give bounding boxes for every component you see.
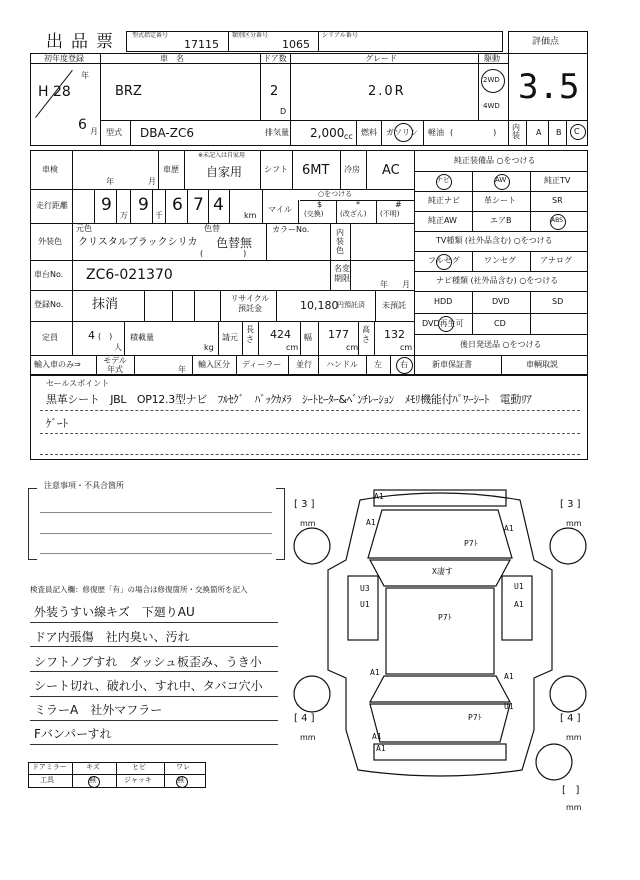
orig-color-label: 元色 (76, 224, 92, 233)
tv-oneseg: ワンセグ (484, 256, 516, 265)
sales-line-2: ｹﾞｰﾄ (46, 417, 68, 430)
tread-rear-right-unit: mm (566, 733, 582, 742)
legend-jack: ジャッキ (124, 776, 152, 784)
legend-header-4: ワレ (176, 763, 190, 771)
color-change-label: 色替 (204, 224, 220, 233)
fuel: ガソリン (386, 128, 418, 137)
drive-2wd: 2WD (483, 76, 500, 84)
wheel-front-right (550, 528, 586, 564)
height-unit: cm (400, 343, 413, 352)
oil-bracket: ( ) (450, 128, 497, 137)
car-name-label: 車 名 (160, 54, 184, 63)
tread-front-right: [ 3 ] (560, 499, 581, 510)
note-line-5: ミラーA 社外マフラー (34, 703, 163, 717)
color-paren: ( ) (200, 249, 247, 258)
interior-grade-a: A (536, 128, 542, 137)
capacity: 4 (88, 329, 95, 342)
hood (368, 510, 512, 558)
interior-grade-c: C (574, 127, 580, 136)
equip-aw: AW (495, 176, 507, 184)
legend-tools: 工具 (40, 776, 54, 784)
capacity-label: 定員 (42, 333, 58, 342)
mileage-digit-5: 4 (213, 195, 224, 215)
mileage-digit-3: 6 (172, 195, 183, 215)
orig-color: クリスタルブラックシリカ (78, 237, 198, 248)
grade: 2.0R (368, 84, 406, 99)
mark-hood: P7ﾄ (464, 539, 478, 548)
rear-bumper (374, 744, 506, 760)
interior-color-label: 内装色 (336, 228, 344, 255)
ac-label: 冷房 (344, 165, 360, 174)
mark-fender-right: A1 (504, 524, 514, 533)
model-year-unit: 年 (178, 365, 186, 374)
mileage-man-unit: 万 (120, 211, 128, 220)
tread-spare: [ ] (562, 785, 580, 796)
tread-front-right-unit: mm (566, 519, 582, 528)
sales-label: セールスポイント (46, 379, 110, 388)
length: 424 (270, 328, 291, 341)
navi-hdd: HDD (434, 297, 453, 306)
tread-rear-left-unit: mm (300, 733, 316, 742)
unknown-mark: # (395, 200, 402, 209)
meigi-label: 名変期限 (334, 264, 350, 283)
sales-line-1: 黒革シート JBL OP12.3型ナビ ﾌﾙｾｸﾞ ﾊﾞｯｸｶﾒﾗ ｼｰﾄﾋｰﾀｰ&ﾍﾞﾝﾁﾚｰｼｮﾝ ﾒﾓﾘ機能付ﾊﾟﾜｰｼｰﾄ 電動ﾘｱ (46, 393, 532, 406)
cat-no-label: 類別区分番号 (232, 32, 269, 39)
wheel-rear-right (550, 676, 586, 712)
chassis-label: 車台No. (34, 270, 64, 279)
equip-genuine-navi: 純正ナビ (428, 196, 460, 205)
cc-unit: cc (344, 132, 353, 141)
dealer: ディーラー (242, 360, 282, 369)
drive-4wd: 4WD (483, 102, 500, 110)
import-cat-label: 輸入区分 (198, 360, 230, 369)
reg: 抹消 (92, 297, 119, 312)
width-unit: cm (346, 343, 359, 352)
door-type: D (280, 107, 287, 116)
note-line-1: 外装うすい線キズ 下廻りAU (34, 605, 195, 619)
handle-right: 右 (400, 360, 408, 369)
mark-left-door-2: U1 (360, 600, 370, 609)
navi-title: ナビ種類 (社外品含む) ○をつける (436, 276, 559, 285)
equip-airbag: エアB (490, 216, 512, 225)
history: 自家用 (206, 165, 243, 179)
score-label: 評価点 (532, 37, 560, 47)
legend-jack-value: 無 (177, 776, 184, 784)
oil-label: 軽油 (428, 128, 444, 137)
note-line-6: Fバンパーすれ (34, 727, 112, 741)
equip-navi: ナビ (436, 176, 450, 184)
handle-left: 左 (374, 360, 382, 369)
inspector-label: 検査員記入欄：修復歴「有」の場合は修復箇所・交換箇所を記入 (30, 585, 248, 594)
tread-front-left: [ 3 ] (294, 499, 315, 510)
tread-rear-left: [ 4 ] (294, 713, 315, 724)
model-label: 型式 (106, 128, 122, 137)
equip-tv: 純正TV (544, 176, 571, 185)
meigi-year-unit: 年 (380, 280, 388, 289)
mileage-km-unit: km (244, 211, 257, 220)
recycle-status: 預託済 (344, 301, 365, 309)
reg-label: 登録No. (34, 300, 64, 309)
sales-point-box (30, 375, 588, 460)
shaken-label: 車検 (42, 165, 58, 174)
meigi-month-unit: 月 (402, 280, 410, 289)
equipment-title: 純正装備品 ○をつける (454, 156, 536, 165)
mark-roof: P7ﾄ (438, 613, 452, 622)
car-name: BRZ (115, 84, 142, 99)
doors-label: ドア数 (263, 54, 287, 63)
length-unit: cm (286, 343, 299, 352)
note-line-4: シート切れ、破れ小、すれ中、タバコ穴小 (34, 679, 263, 693)
navi-cd: CD (494, 319, 506, 328)
first-reg-year: H 28 (38, 84, 71, 100)
cat-no: 1065 (282, 38, 310, 51)
shift: 6MT (302, 163, 330, 178)
equip-genuine-aw: 純正AW (428, 216, 457, 225)
height: 132 (384, 328, 405, 341)
unknown-label: (不明) (380, 210, 400, 218)
drive-label: 駆動 (484, 54, 500, 63)
legend-header-2: キズ (86, 763, 100, 771)
chassis: ZC6-021370 (86, 267, 173, 283)
mileage-sen-unit: 千 (155, 211, 163, 220)
mark-rear-left: A1 (370, 668, 380, 677)
notes-title: 注意事項・不具合箇所 (44, 481, 124, 490)
mark-trunk: P7ﾄ (468, 713, 482, 722)
equip-sr: SR (552, 196, 563, 205)
doors: 2 (270, 84, 279, 99)
car-body-diagram (290, 480, 590, 820)
later-warranty: 新車保証書 (432, 360, 472, 369)
exchange-mark: $ (317, 200, 323, 209)
year-unit: 年 (81, 71, 89, 80)
recycle-label: リサイクル預託金 (230, 294, 270, 313)
parallel: 並行 (296, 360, 312, 369)
navi-dvd-play: DVD再生可 (422, 319, 464, 328)
rear-glass (370, 676, 510, 702)
grade-label: グレード (365, 54, 397, 63)
color-no-label: カラーNo. (272, 225, 310, 234)
load-unit: kg (204, 343, 214, 352)
width-label: 幅 (304, 333, 312, 342)
capacity-unit: 人 (114, 343, 122, 352)
altered-mark: * (356, 200, 360, 209)
height-label: 高さ (362, 325, 370, 344)
shift-label: シフト (264, 165, 288, 174)
tv-fullseg: フルセグ (428, 256, 460, 265)
history-label: 車歴 (163, 165, 179, 174)
seiyo-label: 請元 (222, 333, 238, 342)
legend-tools-value: 無 (89, 776, 96, 784)
mark-rear-bumper-2: A1 (376, 744, 386, 753)
spare-tire (536, 744, 572, 780)
wheel-front-left (294, 528, 330, 564)
altered-label: (改ざん) (340, 210, 367, 218)
legend-header-1: ドアミラー (32, 763, 67, 771)
month-unit: 月 (90, 127, 98, 136)
width: 177 (328, 328, 349, 341)
handle-label: ハンドル (326, 360, 358, 369)
recycle-not: 未預託 (382, 301, 406, 310)
exchange-label: (交換) (304, 210, 324, 218)
fmt-no: 17115 (184, 38, 219, 51)
capacity-paren: ( ) (98, 332, 113, 341)
mark-rear-right: A1 (504, 672, 514, 681)
tv-analog: アナログ (540, 256, 572, 265)
history-note: ※未記入は自家用 (198, 152, 246, 159)
displacement: 2,000 (310, 126, 345, 140)
tread-rear-right: [ 4 ] (560, 713, 581, 724)
roof (386, 588, 494, 674)
body-outline (328, 493, 552, 776)
serial-label: シリアル番号 (322, 32, 358, 39)
mileage-label: 走行距離 (36, 201, 68, 210)
length-label: 長さ (246, 325, 254, 344)
fuel-circle (394, 123, 413, 142)
equip-leather: 革シート (484, 196, 516, 205)
displacement-label: 排気量 (265, 128, 289, 137)
import-label: 輸入車のみ⇒ (34, 360, 81, 369)
mileage-digit-2: 9 (138, 195, 149, 215)
later-title: 後日発送品 ○をつける (460, 340, 542, 349)
page-title: 出品票 (46, 32, 121, 52)
navi-sd: SD (552, 297, 564, 306)
mark-front-bumper: A1 (374, 492, 384, 501)
fmt-no-label: 型式指定番号 (132, 32, 169, 39)
color-label: 外装色 (38, 237, 62, 246)
mark-quarter-right: U1 (504, 702, 514, 711)
interior-grade-b: B (556, 128, 562, 137)
ac: AC (382, 163, 400, 178)
tread-front-left-unit: mm (300, 519, 316, 528)
trunk (370, 704, 510, 742)
mark-rear-bumper-1: A1 (372, 732, 382, 741)
mile-circle-note: ○をつける (318, 190, 353, 198)
first-reg-month: 6 (78, 117, 87, 133)
load-label: 積載量 (130, 333, 154, 342)
navi-dvd: DVD (492, 297, 510, 306)
mark-right-door-1: U1 (514, 582, 524, 591)
equip-abs: ABS (551, 217, 563, 224)
color-changed: 色替無 (216, 236, 253, 250)
mark-right-door-2: A1 (514, 600, 524, 609)
mark-windshield: X凄す (432, 567, 453, 576)
model-year-label: モデル年式 (103, 356, 127, 374)
model: DBA-ZC6 (140, 126, 194, 140)
tv-title: TV種類 (社外品含む) ○をつける (436, 236, 553, 245)
interior-label: 内装 (512, 123, 520, 140)
mile-label: マイル (268, 205, 292, 214)
later-manual: 車輌取説 (526, 360, 558, 369)
mileage-digit-1: 9 (101, 195, 112, 215)
score-value: 3.5 (518, 67, 580, 107)
fuel-label: 燃料 (361, 128, 377, 137)
legend-header-3: ヒビ (132, 763, 146, 771)
mileage-digit-4: 7 (193, 195, 204, 215)
mark-left-door-1: U3 (360, 584, 370, 593)
first-reg-label: 初年度登録 (44, 54, 84, 63)
shaken-month-unit: 月 (148, 177, 156, 186)
note-line-2: ドア内張傷 社内臭い、汚れ (34, 630, 190, 644)
mark-fender-left: A1 (366, 518, 376, 527)
wheel-rear-left (294, 676, 330, 712)
recycle-amount: 10,180 (300, 299, 339, 312)
header-numbers-box (126, 31, 503, 52)
shaken-year-unit: 年 (106, 177, 114, 186)
tread-spare-unit: mm (566, 803, 582, 812)
note-line-3: シフトノブすれ ダッシュ板歪み、うき小 (34, 655, 262, 669)
recycle-unit: 円 (337, 301, 344, 309)
